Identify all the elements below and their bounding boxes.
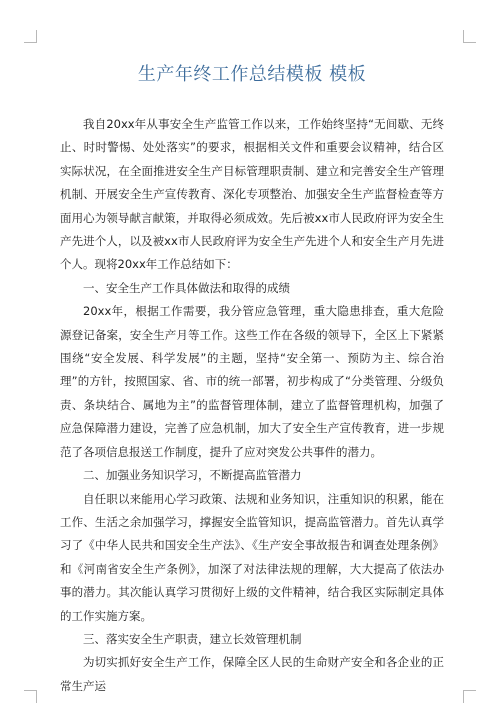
crop-mark-top-right xyxy=(463,30,476,43)
section-heading-1: 一、安全生产工作具体做法和取得的成绩 xyxy=(83,280,290,295)
paragraph-section-3: 为切实抓好安全生产工作，保障全区人民的生命财产安全和各企业的正常生产运 xyxy=(60,655,444,693)
document-page xyxy=(60,62,444,698)
section-heading-2: 二、加强业务知识学习，不断提高监管潜力 xyxy=(83,468,302,483)
paragraph-intro: 我自20xx年从事安全生产监管工作以来，工作始终坚持“无间歇、无终止、时时警惕、处处落实”的要求，根据相关文件和重要会议精神，结合区实际状况，在全面推进安全生产目标管理职责制、建立和完善安全生产管理机制、开展安全生产宣传教育、深化专项整治、加强安全生产监督检查等方面用心为领导献言献策，并取得必须成效。先后被xx市人民政府评为安全生产先进个人，以及被xx市人民政府评为安全生产先进个人和安全生产月先进个人。现将20xx年工作总结如下： xyxy=(60,117,444,272)
crop-mark-bottom-left xyxy=(24,690,37,703)
crop-mark-top-left xyxy=(24,30,37,43)
paragraph-section-2: 自任职以来能用心学习政策、法规和业务知识，注重知识的积累，能在工作、生活之余加强学习，撑握安全监管知识，提高监管潜力。首先认真学习了《中华人民共和国安全生产法》、《生产安全事故报告和调查处理条例》和《河南省安全生产条例》，加深了对法律法规的理解，大大提高了依法办事的潜力。其次能认真学习贯彻好上级的文件精神，结合我区实际制定具体的工作实施方案。 xyxy=(60,491,444,623)
document-title: 生产年终工作总结模板 模板 xyxy=(137,64,367,85)
section-heading-3: 三、落实安全生产职责，建立长效管理机制 xyxy=(83,631,302,646)
crop-mark-bottom-right xyxy=(463,690,476,703)
paragraph-section-1: 20xx年，根据工作需要，我分管应急管理，重大隐患排查，重大危险源登记备案，安全生产月等工作。这些工作在各级的领导下，全区上下紧紧围绕“安全发展、科学发展”的主题，坚持“安全第一、预防为主、综合治理”的方针，按照国家、省、市的统一部署，初步构成了“分类管理、分级负责、条块结合、属地为主”的监督管理体制，建立了监督管理机构，加强了应急保障潜力建设，完善了应急机制，加大了安全生产宣传教育，进一步规范了各项信息报送工作制度，提升了应对突发公共事件的潜力。 xyxy=(60,304,444,459)
